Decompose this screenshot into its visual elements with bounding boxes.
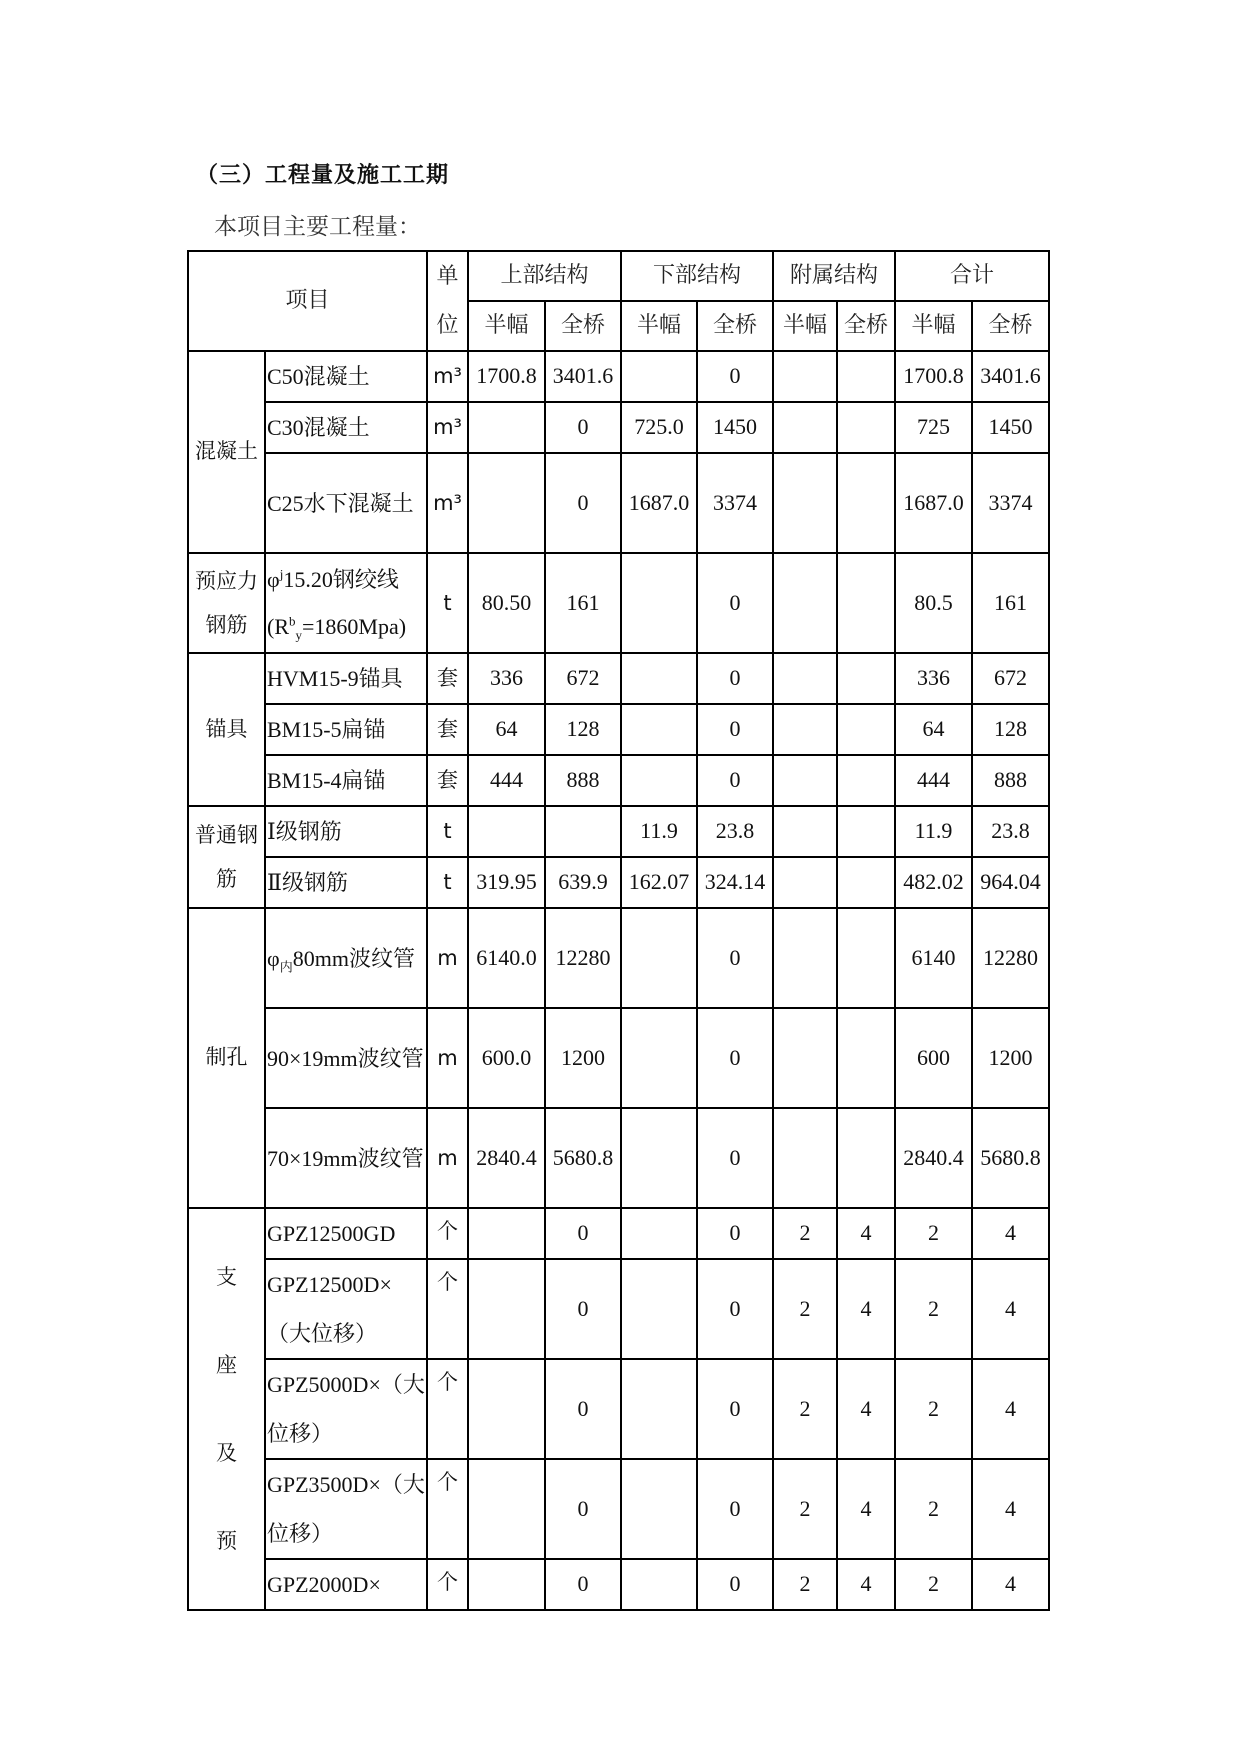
header-upper: 上部结构 — [468, 251, 621, 301]
value-cell — [837, 806, 895, 857]
table-row — [188, 1259, 1049, 1359]
value-cell: 1200 — [545, 1008, 621, 1108]
value-cell: 0 — [697, 1108, 773, 1208]
item-part-rb_sup: b — [289, 613, 296, 629]
value-cell: 3374 — [972, 453, 1049, 553]
item-cell — [265, 553, 427, 653]
table-row — [188, 1108, 1049, 1208]
value-cell: 0 — [697, 1459, 773, 1559]
item-part-phi: φ — [267, 567, 280, 592]
category-cell-rebar: 普通钢筋 — [188, 806, 265, 908]
item-part-sup: j — [279, 566, 284, 582]
unit-cell: m³ — [427, 402, 468, 453]
value-cell: 2 — [773, 1259, 837, 1359]
value-cell: 600 — [895, 1008, 972, 1108]
value-cell: 5680.8 — [972, 1108, 1049, 1208]
table-row — [188, 1008, 1049, 1108]
value-cell: 128 — [545, 704, 621, 755]
value-cell — [468, 806, 545, 857]
value-cell — [621, 1008, 697, 1108]
value-cell: 4 — [972, 1208, 1049, 1259]
value-cell — [621, 908, 697, 1008]
value-cell: 11.9 — [895, 806, 972, 857]
value-cell — [773, 806, 837, 857]
value-cell: 6140.0 — [468, 908, 545, 1008]
value-cell — [468, 1259, 545, 1359]
value-cell: 0 — [545, 1459, 621, 1559]
value-cell: 0 — [545, 1559, 621, 1610]
value-cell: 3374 — [697, 453, 773, 553]
value-cell — [621, 1208, 697, 1259]
value-cell: 3401.6 — [972, 351, 1049, 402]
item-part-phi: φ — [267, 945, 280, 971]
value-cell: 2 — [895, 1559, 972, 1610]
item-part-rest: 80mm波纹管 — [292, 945, 415, 971]
value-cell: 4 — [972, 1559, 1049, 1610]
item-part-rb_sub: y — [295, 627, 302, 643]
value-cell — [621, 1359, 697, 1459]
category-cell-bearing: 支座及预 — [188, 1208, 265, 1610]
value-cell: 23.8 — [697, 806, 773, 857]
value-cell: 319.95 — [468, 857, 545, 908]
value-cell: 4 — [837, 1208, 895, 1259]
value-cell: 2 — [895, 1459, 972, 1559]
value-cell — [837, 1108, 895, 1208]
section-heading: （三）工程量及施工工期 — [196, 163, 450, 188]
value-cell: 0 — [697, 755, 773, 806]
table-row — [188, 1559, 1049, 1610]
header-aux-half: 半幅 — [773, 301, 837, 351]
value-cell: 2 — [773, 1359, 837, 1459]
header-upper-half: 半幅 — [468, 301, 545, 351]
value-cell — [468, 1459, 545, 1559]
category-cell-prestress: 预应力钢筋 — [188, 553, 265, 653]
table-row — [188, 806, 1049, 857]
value-cell: 6140 — [895, 908, 972, 1008]
value-cell: 4 — [837, 1459, 895, 1559]
value-cell: 12280 — [545, 908, 621, 1008]
value-cell — [621, 351, 697, 402]
value-cell — [621, 1259, 697, 1359]
value-cell: 0 — [697, 908, 773, 1008]
value-cell — [468, 402, 545, 453]
value-cell — [773, 1108, 837, 1208]
value-cell: 1687.0 — [621, 453, 697, 553]
value-cell: 4 — [972, 1359, 1049, 1459]
item-part-rb_rest: =1860Mpa) — [302, 614, 407, 639]
value-cell: 600.0 — [468, 1008, 545, 1108]
value-cell: 0 — [545, 402, 621, 453]
category-cell-anchor: 锚具 — [188, 653, 265, 806]
value-cell: 0 — [545, 1359, 621, 1459]
value-cell: 888 — [545, 755, 621, 806]
item-part-rb: (R — [267, 614, 289, 639]
value-cell: 0 — [697, 1008, 773, 1108]
unit-cell: t — [427, 806, 468, 857]
value-cell — [837, 553, 895, 653]
value-cell: 162.07 — [621, 857, 697, 908]
value-cell — [773, 1008, 837, 1108]
item-cell: BM15-4扁锚 — [265, 755, 427, 806]
unit-cell: 个 — [427, 1359, 468, 1459]
item-cell: Ⅰ级钢筋 — [265, 806, 427, 857]
item-cell: 90×19mm波纹管 — [265, 1008, 427, 1108]
value-cell: 161 — [972, 553, 1049, 653]
value-cell: 888 — [972, 755, 1049, 806]
value-cell: 639.9 — [545, 857, 621, 908]
item-cell: GPZ2000D× — [265, 1559, 427, 1610]
unit-cell: m — [427, 1008, 468, 1108]
unit-cell: 个 — [427, 1559, 468, 1610]
value-cell: 0 — [545, 453, 621, 553]
value-cell: 2 — [773, 1459, 837, 1559]
category-cell-concrete: 混凝土 — [188, 351, 265, 553]
item-part-sub: 内 — [279, 958, 293, 974]
value-cell: 12280 — [972, 908, 1049, 1008]
header-row-1 — [188, 251, 1049, 301]
value-cell: 0 — [697, 1259, 773, 1359]
unit-cell: m³ — [427, 351, 468, 402]
value-cell: 23.8 — [972, 806, 1049, 857]
table-row — [188, 857, 1049, 908]
table-row — [188, 1208, 1049, 1259]
header-aux: 附属结构 — [773, 251, 895, 301]
value-cell: 482.02 — [895, 857, 972, 908]
value-cell: 324.14 — [697, 857, 773, 908]
header-item: 项目 — [188, 251, 427, 351]
value-cell: 2 — [895, 1259, 972, 1359]
table-row — [188, 402, 1049, 453]
value-cell: 0 — [697, 553, 773, 653]
header-upper-full: 全桥 — [545, 301, 621, 351]
value-cell — [773, 755, 837, 806]
item-cell: HVM15-9锚具 — [265, 653, 427, 704]
unit-cell: 套 — [427, 653, 468, 704]
value-cell — [837, 453, 895, 553]
value-cell — [837, 857, 895, 908]
value-cell: 128 — [972, 704, 1049, 755]
value-cell: 80.50 — [468, 553, 545, 653]
header-total: 合计 — [895, 251, 1049, 301]
unit-cell: m — [427, 908, 468, 1008]
table-row — [188, 453, 1049, 553]
unit-cell: 套 — [427, 704, 468, 755]
value-cell: 4 — [837, 1259, 895, 1359]
value-cell: 0 — [697, 351, 773, 402]
value-cell: 725.0 — [621, 402, 697, 453]
value-cell — [621, 755, 697, 806]
value-cell: 1687.0 — [895, 453, 972, 553]
value-cell — [837, 351, 895, 402]
table-row — [188, 704, 1049, 755]
value-cell — [621, 653, 697, 704]
value-cell: 64 — [468, 704, 545, 755]
value-cell — [773, 402, 837, 453]
item-cell: BM15-5扁锚 — [265, 704, 427, 755]
value-cell: 0 — [697, 653, 773, 704]
item-cell: GPZ12500GD — [265, 1208, 427, 1259]
value-cell: 161 — [545, 553, 621, 653]
value-cell: 2 — [895, 1359, 972, 1459]
item-cell: C50混凝土 — [265, 351, 427, 402]
item-cell: C25水下混凝土 — [265, 453, 427, 553]
value-cell — [468, 1559, 545, 1610]
value-cell — [837, 653, 895, 704]
value-cell: 0 — [697, 1208, 773, 1259]
unit-cell: t — [427, 857, 468, 908]
table-row — [188, 653, 1049, 704]
value-cell — [468, 1359, 545, 1459]
value-cell — [773, 653, 837, 704]
header-aux-full: 全桥 — [837, 301, 895, 351]
unit-cell: 个 — [427, 1208, 468, 1259]
value-cell: 4 — [972, 1259, 1049, 1359]
value-cell: 1450 — [972, 402, 1049, 453]
value-cell: 3401.6 — [545, 351, 621, 402]
table-row — [188, 755, 1049, 806]
value-cell: 1200 — [972, 1008, 1049, 1108]
value-cell — [773, 704, 837, 755]
header-total-half: 半幅 — [895, 301, 972, 351]
intro-text: 本项目主要工程量： — [214, 214, 421, 240]
value-cell — [773, 857, 837, 908]
value-cell: 2 — [773, 1208, 837, 1259]
value-cell: 2 — [773, 1559, 837, 1610]
table-row — [188, 1359, 1049, 1459]
value-cell: 2840.4 — [895, 1108, 972, 1208]
value-cell: 444 — [895, 755, 972, 806]
item-cell: 70×19mm波纹管 — [265, 1108, 427, 1208]
table-row — [188, 351, 1049, 402]
value-cell: 2840.4 — [468, 1108, 545, 1208]
value-cell — [468, 1208, 545, 1259]
unit-cell: m — [427, 1108, 468, 1208]
value-cell — [545, 806, 621, 857]
table-row — [188, 1459, 1049, 1559]
value-cell — [837, 704, 895, 755]
value-cell — [837, 1008, 895, 1108]
value-cell: 0 — [545, 1208, 621, 1259]
value-cell: 1700.8 — [468, 351, 545, 402]
value-cell: 4 — [972, 1459, 1049, 1559]
value-cell: 80.5 — [895, 553, 972, 653]
value-cell: 725 — [895, 402, 972, 453]
category-cell-duct: 制孔 — [188, 908, 265, 1208]
value-cell — [468, 453, 545, 553]
header-lower: 下部结构 — [621, 251, 773, 301]
value-cell: 672 — [972, 653, 1049, 704]
value-cell — [621, 1559, 697, 1610]
item-cell: GPZ5000D×（大位移） — [265, 1359, 427, 1459]
value-cell: 5680.8 — [545, 1108, 621, 1208]
value-cell: 0 — [697, 1559, 773, 1610]
unit-cell: 个 — [427, 1459, 468, 1559]
header-lower-full: 全桥 — [697, 301, 773, 351]
value-cell: 4 — [837, 1359, 895, 1459]
table-row — [188, 553, 1049, 653]
value-cell: 336 — [895, 653, 972, 704]
header-total-full: 全桥 — [972, 301, 1049, 351]
value-cell: 964.04 — [972, 857, 1049, 908]
header-lower-half: 半幅 — [621, 301, 697, 351]
value-cell — [773, 908, 837, 1008]
quantities-table — [187, 250, 1050, 1611]
value-cell — [837, 908, 895, 1008]
value-cell: 0 — [697, 704, 773, 755]
value-cell: 0 — [697, 1359, 773, 1459]
unit-cell: 套 — [427, 755, 468, 806]
value-cell: 336 — [468, 653, 545, 704]
value-cell — [621, 553, 697, 653]
value-cell: 444 — [468, 755, 545, 806]
item-cell: C30混凝土 — [265, 402, 427, 453]
item-cell — [265, 908, 427, 1008]
item-part-rest: 15.20钢绞线 — [283, 567, 399, 592]
item-cell: GPZ3500D×（大位移） — [265, 1459, 427, 1559]
unit-cell: 个 — [427, 1259, 468, 1359]
value-cell: 2 — [895, 1208, 972, 1259]
item-cell: GPZ12500D×（大位移） — [265, 1259, 427, 1359]
value-cell — [773, 453, 837, 553]
value-cell — [621, 704, 697, 755]
value-cell: 0 — [545, 1259, 621, 1359]
table-row — [188, 908, 1049, 1008]
value-cell — [621, 1108, 697, 1208]
item-cell: Ⅱ级钢筋 — [265, 857, 427, 908]
value-cell: 11.9 — [621, 806, 697, 857]
unit-cell: m³ — [427, 453, 468, 553]
value-cell: 4 — [837, 1559, 895, 1610]
value-cell — [621, 1459, 697, 1559]
value-cell — [773, 351, 837, 402]
unit-cell: t — [427, 553, 468, 653]
value-cell — [773, 553, 837, 653]
value-cell: 1450 — [697, 402, 773, 453]
value-cell: 64 — [895, 704, 972, 755]
value-cell — [837, 402, 895, 453]
value-cell: 1700.8 — [895, 351, 972, 402]
header-unit: 单位 — [427, 251, 468, 351]
value-cell: 672 — [545, 653, 621, 704]
value-cell — [837, 755, 895, 806]
